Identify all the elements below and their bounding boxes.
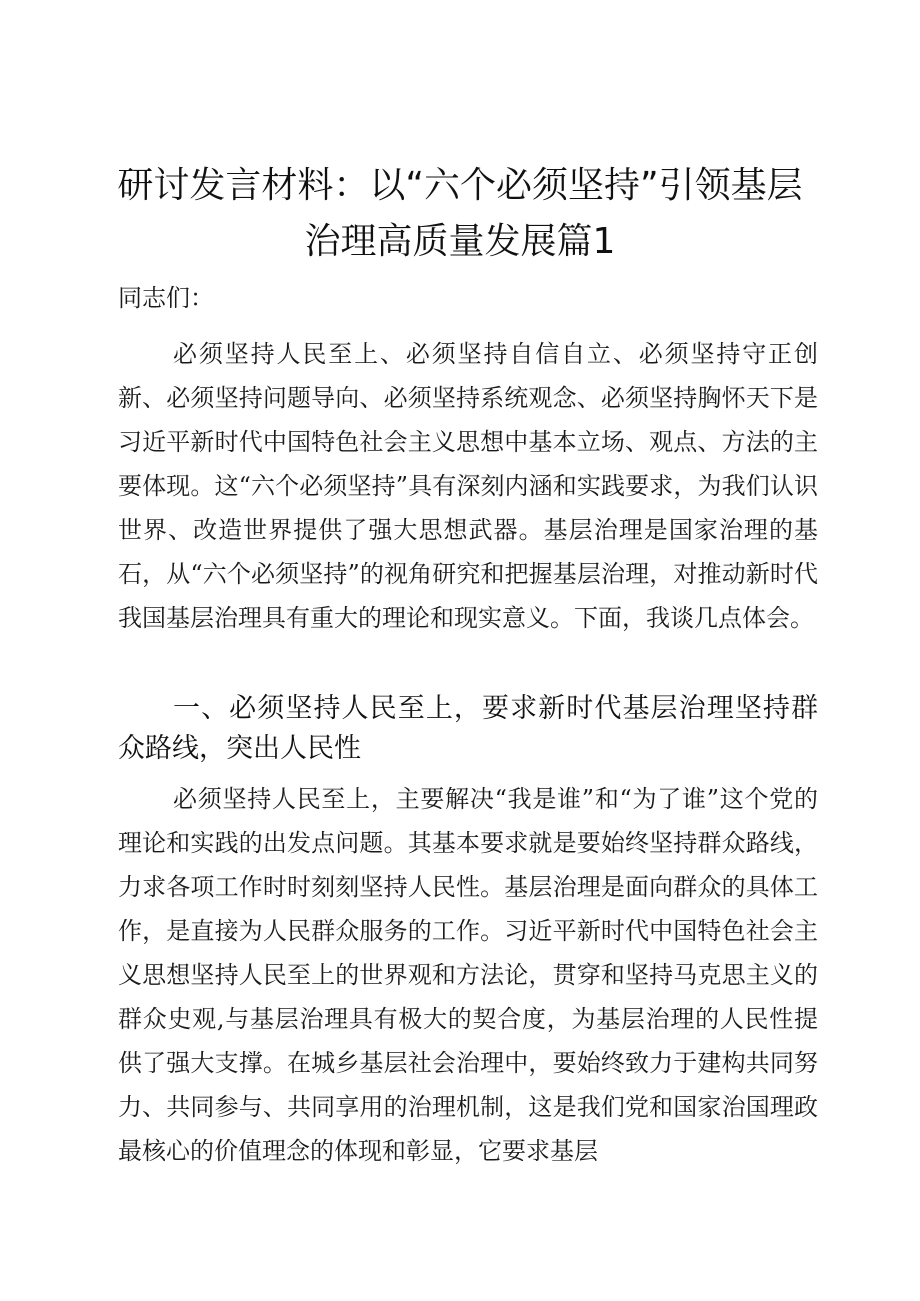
paragraph-intro: 必须坚持人民至上、必须坚持自信自立、必须坚持守正创新、必须坚持问题导向、必须坚持系统观念、必须坚持胸怀天下是习近平新时代中国特色社会主义思想中基本立场、观点、方法的主要体现。这“六个必须坚持”具有深刻内涵和实践要求，为我们认识世界、改造世界提供了强大思想武器。基层治理是国家治理的基石，从“六个必须坚持”的视角研究和把握基层治理，对推动新时代我国基层治理具有重大的理论和现实意义。下面，我谈几点体会。 [118, 340, 818, 632]
section-heading-1: 一、必须坚持人民至上，要求新时代基层治理坚持群众路线，突出人民性 [118, 693, 818, 764]
salutation: 同志们： [118, 284, 214, 312]
paragraph-section-1: 必须坚持人民至上，主要解决“我是谁”和“为了谁”这个党的理论和实践的出发点问题。其基本要求就是要始终坚持群众路线，力求各项工作时时刻刻坚持人民性。基层治理是面向群众的具体工作，是直接为人民群众服务的工作。习近平新时代中国特色社会主义思想坚持人民至上的世界观和方法论，贯穿和坚持马克思主义的群众史观,与基层治理具有极大的契合度，为基层治理的人民性提供了强大支撑。在城乡基层社会治理中，要始终致力于建构共同努力、共同参与、共同享用的治理机制，这是我们党和国家治国理政最核心的价值理念的体现和彰显，它要求基层 [118, 785, 818, 1165]
title-line-1: 研讨发言材料：以“六个必须坚持”引领基层 [117, 165, 803, 206]
title-line-2: 治理高质量发展篇1 [304, 221, 616, 262]
document-title [110, 158, 810, 270]
